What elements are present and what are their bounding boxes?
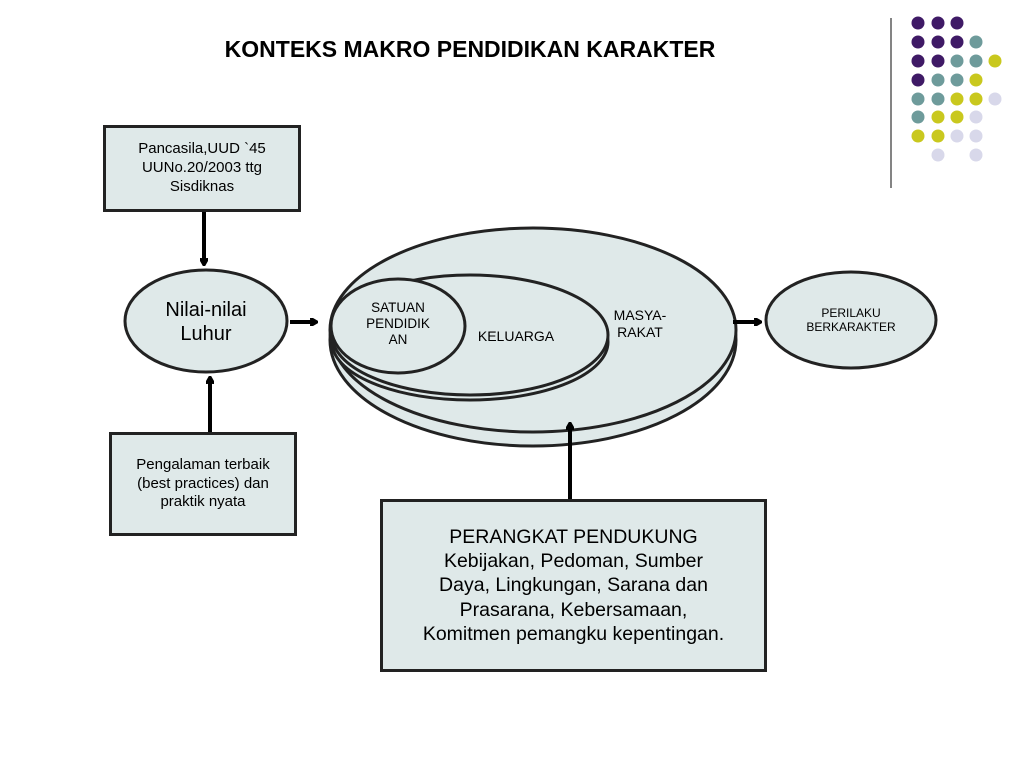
school-label [348,300,448,349]
values-line: Nilai-nilai [165,299,247,321]
support-line: Kebijakan, Pedoman, Sumber [443,549,704,572]
support-heading: PERANGKAT PENDUKUNG [449,525,698,548]
values-label [130,298,282,346]
outcome-line: PERILAKU [821,306,881,320]
support-box [380,499,767,672]
school-line: PENDIDIK [366,316,430,332]
outcome-label [776,306,926,335]
source-line: UUNo.20/2003 ttg [141,159,263,177]
support-line: Komitmen pemangku kepentingan. [422,623,725,646]
values-line: Luhur [180,323,232,345]
community-line: MASYA- [613,307,667,323]
source-line: Sisdiknas [169,177,235,195]
school-line: SATUAN [371,300,425,315]
community-label [595,307,685,341]
outcome-line: BERKARAKTER [806,320,896,335]
support-line: Prasarana, Kebersamaan, [459,598,688,621]
source-box [103,125,301,212]
experience-box [109,432,297,536]
support-line: Daya, Lingkungan, Sarana dan [439,574,708,597]
source-line: Pancasila,UUD `45 [138,140,266,158]
school-line: AN [388,332,408,348]
experience-line: (best practices) dan [137,474,269,492]
experience-line: praktik nyata [160,493,246,511]
experience-line: Pengalaman terbaik [136,455,270,473]
page-title: KONTEKS MAKRO PENDIDIKAN KARAKTER [224,36,716,62]
family-label: KELUARGA [477,328,555,344]
community-line: RAKAT [617,323,663,340]
